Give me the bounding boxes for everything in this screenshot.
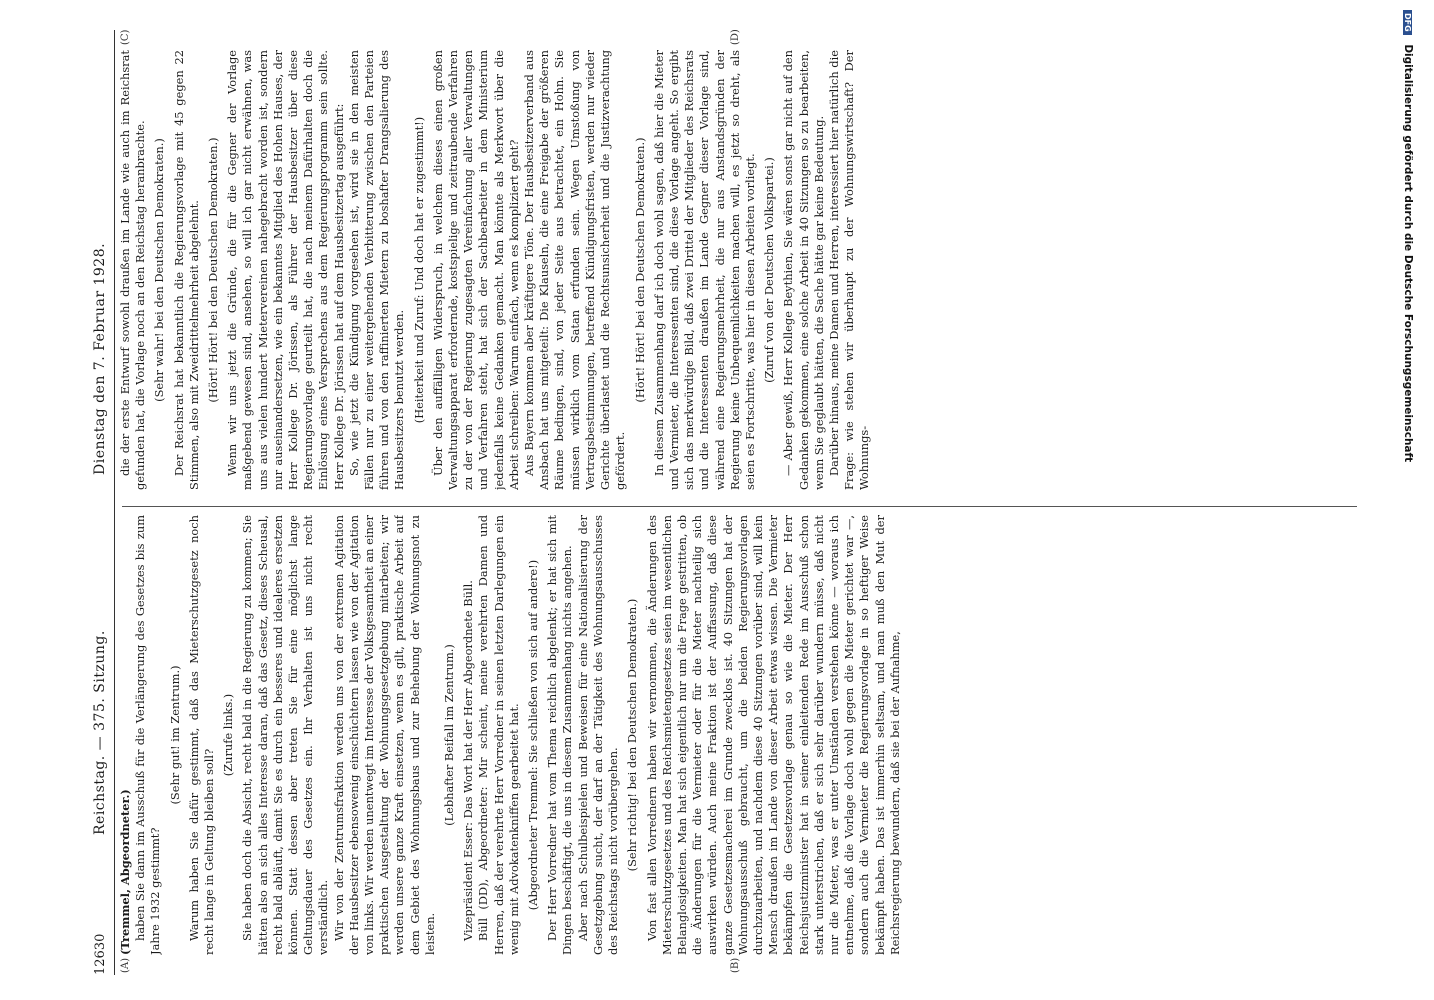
margin-marker-b: (B) bbox=[730, 957, 741, 973]
paragraph: die der erste Entwurf sowohl draußen im Lande wie auch im Reichsrat gefunden hat, die Vorlage noch an den Reichstag heranbrachte. bbox=[118, 50, 148, 490]
paragraph: Büll (DD), Abgeordneter: Mir scheint, meine verehrten Damen und Herren, daß der verehrte Herr Vorredner in seinen letzten Darlegungen ein wenig mit Advokatenkniffen gearbeitet hat. bbox=[476, 515, 521, 955]
paragraph: — Aber gewiß, Herr Kollege Beythien, Sie wären sonst gar nicht auf den Gedanken gekommen, eine solche Arbeit in 40 Sitzungen so zu bearbeiten, wenn Sie geglaubt hätten, die Sache hätte gar keine Bedeutung. bbox=[781, 50, 826, 490]
funding-note bbox=[1400, 10, 1414, 990]
funding-text: Digitalisierung gefördert durch die Deutsche Forschungsgemeinschaft bbox=[1402, 44, 1414, 463]
paragraph: Sie haben doch die Absicht, recht bald in die Regierung zu kommen; Sie hätten also an sich alles Interesse daran, daß das Gesetz, dieses Scheusal, recht bald abläuft, damit Sie es durch ein besseres und idealeres ersetzen können. Statt dessen aber treten Sie für eine möglichst lange Geltungsdauer des Gesetzes ein. Ihr Verhalten ist uns nicht recht verständlich. bbox=[240, 515, 331, 955]
session-date: Dienstag den 7. Februar 1928. bbox=[92, 242, 108, 475]
paragraph: Von fast allen Vorrednern haben wir vernommen, die Änderungen des Mieterschutzgesetzes und des Reichsmietengesetzes seien im wesentlichen Belanglosigkeiten. Man hat sich eigentlich nur um die Frage gestritten, ob die Änderungen für die Vermieter oder für die Mieter nachteilig sich auswirken würden. Auch meine Fraktion ist der Auffassung, daß diese ganze Gesetzesmacherei im Grunde zwecklos ist. 40 Sitzungen hat der Wohnungsausschuß gebraucht, um die beiden Regierungsvorlagen durchzuarbeiten, und nachdem diese 40 Sitzungen vorüber sind, will kein Mensch draußen im Lande von dieser Arbeit etwas wissen. Die Vermieter bekämpfen die Gesetzesvorlage genau so wie die Mieter. Der Herr Reichsjustizminister hat in seiner einleitenden Rede im Ausschuß schon stark unterstrichen, daß er sich sehr darüber wundern müsse, daß nicht nur die Mieter, was er unter Umständen verstehen könne — woraus ich entnehme, daß die Vorlage doch wohl gegen die Mieter gerichtet war —, sondern auch die Vermieter die Regierungsvorlage in so heftiger Weise bekämpft haben. Das ist immerhin seltsam, und man muß den Mut der Reichsregierung bewundern, daß sie bei der Aufnahme, bbox=[644, 515, 902, 955]
column-divider bbox=[122, 506, 1357, 507]
paragraph: Vizepräsident Esser: Das Wort hat der Herr Abgeordnete Büll. bbox=[461, 580, 476, 941]
interjection: (Heiterkeit und Zuruf: Und doch hat er zugestimmt!) bbox=[411, 116, 426, 424]
margin-marker-d: (D) bbox=[730, 29, 741, 45]
paragraph: Aus Bayern kommen aber kräftigere Töne. Der Hausbesitzerverband aus Ansbach hat uns mitgeteilt: Die Klauseln, die eine Freigabe der größeren Räume bedingen, sind, von jeder Seite aus betrachtet, ein Hohn. Sie müssen wirklich vom Satan erfunden sein. Wegen Umstoßung von Vertragsbestimmungen, betreffend Kündigungsfristen, werden nur wieder Gerichte überlastet und die Rechtsunsicherheit und die Justizverachtung gefördert. bbox=[522, 50, 628, 490]
paragraph: Aber nach Schulbeispielen und Beweisen für eine Nationalisierung der Gesetzgebung sucht, der darf an der Tätigkeit des Wohnungsausschusses des Reichstags nicht vorübergehen. bbox=[575, 515, 621, 955]
right-column bbox=[118, 50, 1368, 490]
interjection: (Sehr richtig! bei den Deutschen Demokraten.) bbox=[625, 598, 640, 872]
margin-marker-a: (A) bbox=[120, 957, 131, 973]
interjection: (Zurufe links.) bbox=[221, 693, 236, 777]
dfg-badge: DFG bbox=[1403, 10, 1412, 35]
paragraph: In diesem Zusammenhang darf ich doch wohl sagen, daß hier die Mieter und Vermieter, die Interessenten sind, die diese Vorlage angeht. So ergibt sich das merkwürdige Bild, daß zwei Drittel der Mitglieder des Reichsrats und die Interessenten draußen im Lande Gegner dieser Vorlage sind, während eine Regierungsmehrheit, die nur aus Anstandsgründen der Regierung keine Unbequemlichkeiten machen will, es jetzt so dreht, als seien es Fortschritte, was hier in diesen Arbeiten vorliegt. bbox=[651, 50, 757, 490]
interjection: (Sehr wahr! bei den Deutschen Demokraten.) bbox=[152, 138, 167, 402]
margin-marker-c: (C) bbox=[120, 29, 131, 45]
page-header bbox=[90, 30, 115, 975]
left-column bbox=[118, 515, 1368, 955]
interjection: (Zuruf von der Deutschen Volkspartei.) bbox=[762, 157, 777, 383]
interjection: (Sehr gut! im Zentrum.) bbox=[167, 665, 182, 805]
session-title: Reichstag. — 375. Sitzung. bbox=[92, 630, 108, 835]
paragraph: haben Sie dann im Ausschuß für die Verlängerung des Gesetzes bis zum Jahre 1932 gestimmt? bbox=[133, 515, 163, 955]
interjection: (Abgeordneter Tremmel: Sie schließen von sich auf andere!) bbox=[526, 559, 541, 911]
paragraph: Über den auffälligen Widerspruch, in welchem dieses einen großen Verwaltungsapparat erfordernde, kostspielige und zeitraubende Verfahren zu der von der Regierung zugesagten Vereinfachung aller Verwaltungen und Verfahren steht, hat sich der Sachbearbeiter in dem Ministerium jedenfalls keine Gedanken gemacht. Man könnte als Merkwort über die Arbeit schreiben: Warum einfach, wenn es kompliziert geht? bbox=[430, 50, 521, 490]
paragraph: Wenn wir uns jetzt die Gründe, die für die Gegner der Vorlage maßgebend gewesen sind, ansehen, so will ich gar nicht erwähnen, was uns aus vielen hundert Mietervereinen nahegebracht worden ist, sondern nur auseinandersetzen, wie ein bekanntes Mitglied des Hohen Hauses, der Herr Kollege Dr. Jörissen, als Führer der Hausbesitzer über diese Regierungsvorlage geurteilt hat, die nach meinem Dafürhalten doch die Einlösung eines Versprechens aus dem Regierungsprogramm sein sollte. Herr Kollege Dr. Jörissen hat auf dem Hausbesitzertag ausgeführt: bbox=[225, 50, 346, 490]
rotated-page bbox=[90, 30, 1375, 975]
paragraph: Der Reichsrat hat bekanntlich die Regierungsvorlage mit 45 gegen 22 Stimmen, also mit Zweidrittelmehrheit abgelehnt. bbox=[171, 50, 201, 490]
interjection: (Lebhafter Beifall im Zentrum.) bbox=[442, 644, 457, 826]
paragraph: So, wie jetzt die Kündigung vorgesehen ist, wird sie in den meisten Fällen nur zu einer weitergehenden Verbitterung zwischen den Parteien führen und von den raffinierten Mietern zu boshafter Drangsalierung des Hausbesitzers benutzt werden. bbox=[346, 50, 407, 490]
paragraph: Warum haben Sie dafür gestimmt, daß das Mieterschutzgesetz noch recht lange in Geltung bleiben soll? bbox=[186, 515, 217, 955]
paragraph: Darüber hinaus, meine Damen und Herren, interessiert hier natürlich die Frage: wie stehen wir überhaupt zu der Wohnungswirtschaft? Der Wohnungs- bbox=[826, 50, 872, 490]
interjection: (Hört! Hört! bei den Deutschen Demokraten.) bbox=[206, 137, 221, 403]
interjection: (Hört! Hört! bei den Deutschen Demokraten.) bbox=[632, 137, 647, 403]
paragraph: Der Herr Vorredner hat vom Thema reichlich abgelenkt; er hat sich mit Dingen beschäftigt, die uns in diesem Zusammenhang nichts angehen. bbox=[545, 515, 575, 955]
paragraph: Wir von der Zentrumsfraktion werden uns von der extremen Agitation der Hausbesitzer ebensowenig einschüchtern lassen wie von der Agitation von links. Wir werden unentwegt im Interesse der Volksgesamtheit an einer praktischen Ausgestaltung der Wohnungsgesetzgebung mitarbeiten; wir werden unsere ganze Kraft einsetzen, wenn es gilt, praktische Arbeit auf dem Gebiet des Wohnungsbaus und zur Behebung der Wohnungsnot zu leisten. bbox=[331, 515, 437, 955]
page-number: 12630 bbox=[93, 933, 108, 975]
speaker-label: (Tremmel, Abgeordneter.) bbox=[118, 789, 132, 955]
text-columns bbox=[118, 30, 1368, 975]
